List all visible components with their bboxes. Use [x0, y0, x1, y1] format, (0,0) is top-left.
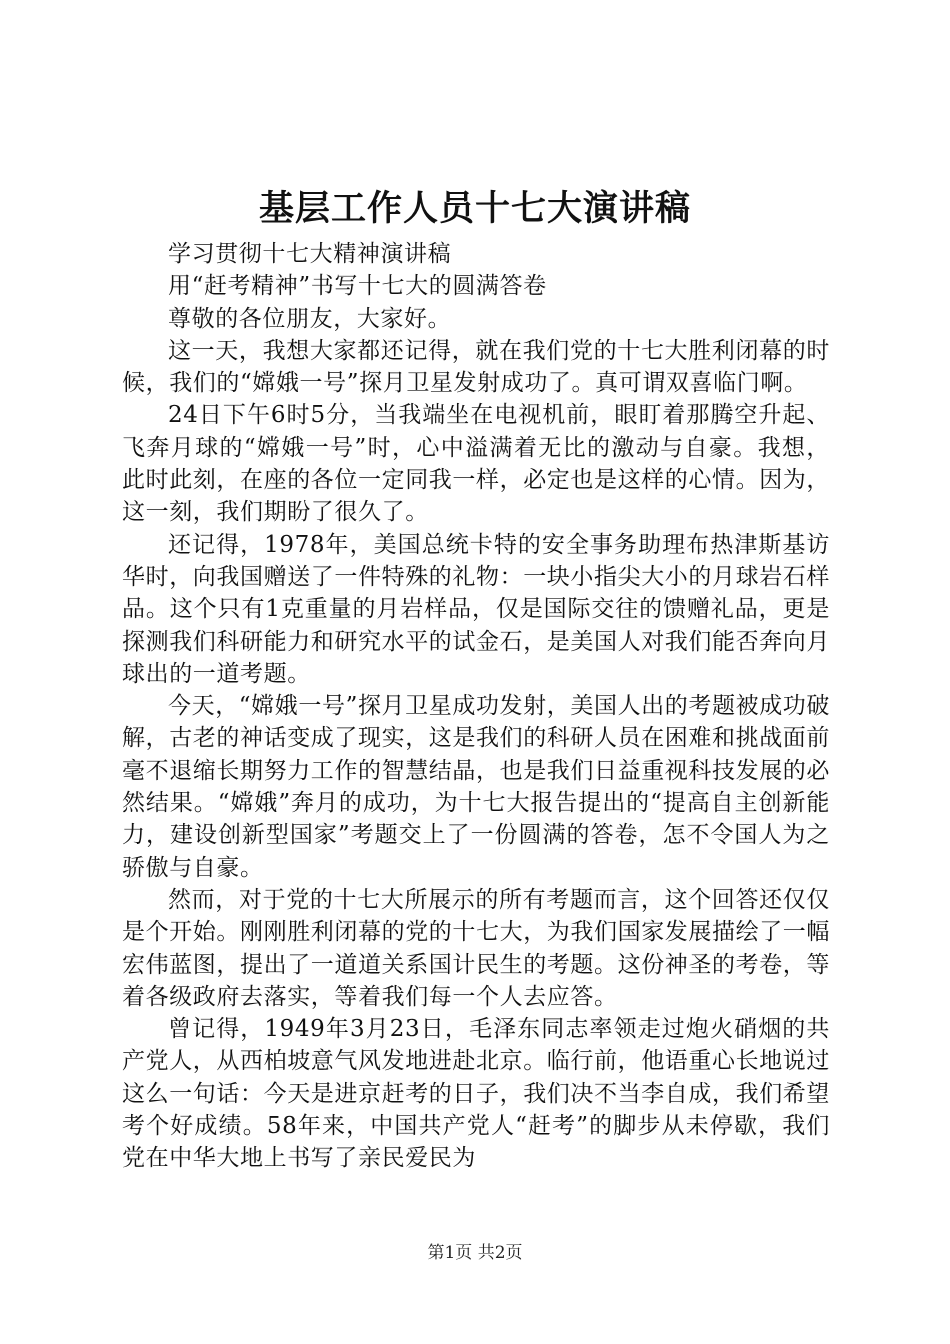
paragraph: 今天，“嫦娥一号”探月卫星成功发射，美国人出的考题被成功破解，古老的神话变成了现实，这是我们的科研人员在困难和挑战面前毫不退缩长期努力工作的智慧结晶，也是我们日益重视科技发展的必然结果。“嫦娥”奔月的成功，为十七大报告提出的“提高自主创新能力，建设创新型国家”考题交上了一份圆满的答卷，怎不令国人为之骄傲与自豪。: [122, 693, 830, 881]
paragraph: 曾记得，1949年3月23日，毛泽东同志率领走过炮火硝烟的共产党人，从西柏坡意气风发地进赴北京。临行前，他语重心长地说过这么一句话：今天是进京赶考的日子，我们决不当李自成，我们希望考个好成绩。58年来，中国共产党人“赶考”的脚步从未停歇，我们党在中华大地上书写了亲民爱民为: [122, 1016, 830, 1172]
document-body: [122, 238, 830, 1175]
paragraph-heading: 用“赶考精神”书写十七大的圆满答卷: [168, 273, 547, 300]
paragraph-subtitle: 学习贯彻十七大精神演讲稿: [168, 241, 452, 267]
paragraph: 然而，对于党的十七大所展示的所有考题而言，这个回答还仅仅是个开始。刚刚胜利闭幕的党的十七大，为我们国家发展描绘了一幅宏伟蓝图，提出了一道道关系国计民生的考题。这份神圣的考卷，等着各级政府去落实，等着我们每一个人去应答。: [122, 886, 830, 1010]
paragraph: 还记得，1978年，美国总统卡特的安全事务助理布热津斯基访华时，向我国赠送了一件特殊的礼物：一块小指尖大小的月球岩石样品。这个只有1克重量的月岩样品，仅是国际交往的馈赠礼品，更是探测我们科研能力和研究水平的试金石，是美国人对我们能否奔向月球出的一道考题。: [122, 531, 830, 687]
paragraph-greeting: 尊敬的各位朋友，大家好。: [168, 305, 452, 332]
paragraph: 这一天，我想大家都还记得，就在我们党的十七大胜利闭幕的时候，我们的“嫦娥一号”探月卫星发射成功了。真可谓双喜临门啊。: [122, 337, 830, 397]
document-title: 基层工作人员十七大演讲稿: [258, 188, 691, 229]
page-number-footer: 第1页 共2页: [427, 1243, 523, 1263]
paragraph: 24日下午6时5分，当我端坐在电视机前，眼盯着那腾空升起、飞奔月球的“嫦娥一号”时，心中溢满着无比的激动与自豪。我想，此时此刻，在座的各位一定同我一样，必定也是这样的心情。因为，这一刻，我们期盼了很久了。: [122, 402, 830, 526]
